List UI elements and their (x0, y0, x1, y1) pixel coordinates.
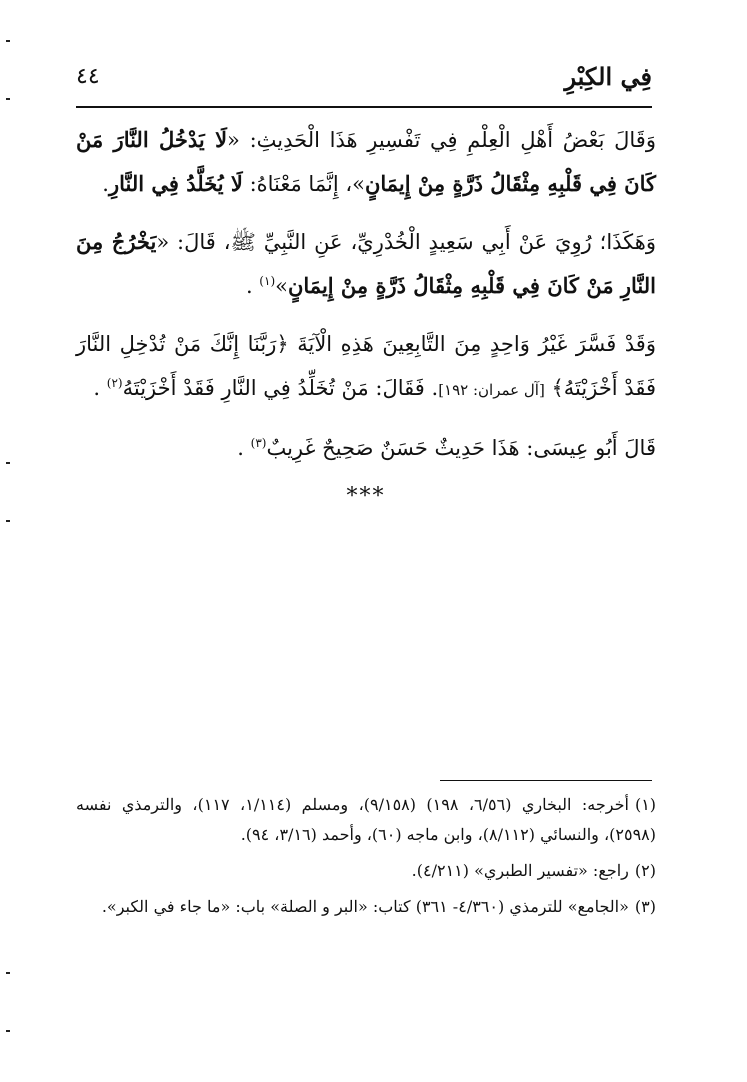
main-text (76, 118, 656, 509)
margin-mark (6, 520, 10, 522)
footnote-text: راجع: «تفسير الطبري» (٤/٢١١). (411, 861, 629, 880)
footnote-ref-2[interactable]: (٢) (106, 376, 123, 390)
paragraph-1-end: . (102, 172, 109, 196)
footnote-2 (76, 856, 656, 886)
footnote-number: (٢) (634, 861, 656, 880)
margin-mark (6, 462, 10, 464)
section-separator: *** (346, 484, 386, 509)
footnote-number: (٣) (634, 897, 656, 916)
margin-mark (6, 40, 10, 42)
running-title: فِي الكِبْرِ (564, 62, 652, 91)
footnotes (76, 790, 656, 928)
footnote-text: أخرجه: البخاري (٦/٥٦، ١٩٨) (٩/١٥٨)، ومسلم (١/١١٤، ١١٧)، والترمذي نفسه (٢٥٩٨)، والنسائي (٨/١١٢)، وابن ماجه (٦٠)، وأحمد (٣/١٦، ٩٤). (76, 795, 656, 844)
paragraph-3-end: . (93, 376, 107, 400)
footnote-ref-1[interactable]: (١) (259, 274, 276, 288)
paragraph-3-text2: . فَقَالَ: مَنْ تُخَلِّدُ فِي النَّارِ فَقَدْ أَخْزَيْتَهُ (122, 376, 439, 400)
footnote-rule (440, 780, 652, 781)
margin-mark (6, 972, 10, 974)
paragraph-1-text: وَقَالَ بَعْضُ أَهْلِ الْعِلْمِ فِي تَفْسِيرِ هَذَا الْحَدِيثِ: « (227, 128, 656, 152)
paragraph-4 (76, 426, 656, 470)
paragraph-4-text: قَالَ أَبُو عِيسَى: هَذَا حَدِيثٌ حَسَنٌ صَحِيحٌ غَرِيبٌ (266, 436, 656, 460)
paragraph-2-hadith: يَخْرُجُ مِنَ النَّارِ مَنْ كَانَ فِي قَلْبِهِ مِثْقَالُ ذَرَّةٍ مِنْ إِيمَانٍ (76, 229, 656, 298)
page-number: ٤٤ (76, 64, 100, 89)
paragraph-2 (76, 220, 656, 308)
paragraph-1-text2: »، إِنَّمَا مَعْنَاهُ: (242, 172, 365, 196)
paragraph-2-text2: » (275, 274, 288, 298)
footnote-1 (76, 790, 656, 850)
paragraph-1-meaning: لَا يُخَلَّدُ فِي النَّارِ (108, 171, 243, 196)
paragraph-4-end: . (237, 436, 251, 460)
margin-mark (6, 98, 10, 100)
margin-mark (6, 1030, 10, 1032)
paragraph-2-text: وَهَكَذَا؛ رُوِيَ عَنْ أَبِي سَعِيدٍ الْخُدْرِيِّ، عَنِ النَّبِيِّ ﷺ، قَالَ: « (156, 230, 656, 254)
header-rule (76, 106, 652, 108)
footnote-ref-3[interactable]: (٣) (250, 436, 267, 450)
quran-citation: [آل عمران: ١٩٢] (438, 381, 545, 399)
footnote-text: «الجامع» للترمذي (٤/٣٦٠- ٣٦١) كتاب: «البر و الصلة» باب: «ما جاء في الكبر». (101, 897, 629, 916)
page-header (76, 60, 652, 100)
paragraph-2-end: . (245, 274, 260, 298)
footnote-3 (76, 892, 656, 922)
paragraph-1 (76, 118, 656, 206)
paragraph-3-text: وَقَدْ فَسَّرَ غَيْرُ وَاحِدٍ مِنَ التَّابِعِينَ هَذِهِ الْآيَةَ ﴿رَبَّنَا إِنَّكَ مَنْ تُدْخِلِ النَّارَ فَقَدْ أَخْزَيْتَهُ﴾ (76, 332, 656, 400)
paragraph-1-hadith: لَا يَدْخُلُ النَّارَ مَنْ كَانَ فِي قَلْبِهِ مِثْقَالُ ذَرَّةٍ مِنْ إِيمَانٍ (76, 127, 656, 196)
paragraph-3 (76, 322, 656, 412)
footnote-number: (١) (634, 795, 657, 814)
